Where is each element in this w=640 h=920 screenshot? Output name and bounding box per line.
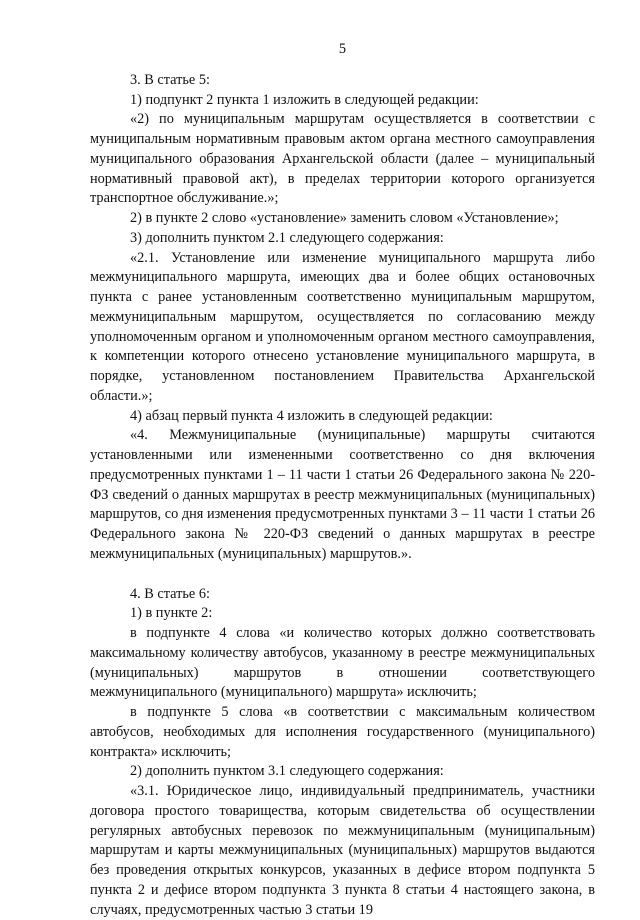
paragraph-6-1-sub5: в подпункте 5 слова «в соответствии с максимальным количеством автобусов, необходимых для исполнения государственного (муниципального) контракта» исключить;	[90, 704, 595, 760]
document-page	[90, 40, 595, 920]
paragraph-5-3: 3) дополнить пунктом 2.1 следующего содержания:	[130, 229, 444, 246]
paragraph-6-1: 1) в пункте 2:	[130, 605, 213, 622]
paragraph-article-5-heading: 3. В статье 5:	[130, 71, 210, 88]
paragraph-5-4-text: «4. Межмуниципальные (муниципальные) маршруты считаются установленными или измененными соответственно со дня включения предусмотренных пунктами 1 – 11 части 1 статьи 26 Федерального закона № 220-ФЗ сведений о данных маршрутах в реестр межмуниципальных (муниципальных) маршрутов, со дня изменения предусмотренных пунктами 3 – 11 части 1 статьи 26 Федерального закона № 220-ФЗ сведений о данных маршрутах в реестре межмуниципальных (муниципальных) маршрутов.».	[90, 427, 595, 562]
page-number: 5	[338, 41, 347, 57]
paragraph-5-1: 1) подпункт 2 пункта 1 изложить в следующей редакции:	[130, 91, 479, 108]
section-gap	[90, 565, 595, 585]
paragraph-6-1-sub4: в подпункте 4 слова «и количество которых должно соответствовать максимальному количеству автобусов, указанному в реестре межмуниципальных (муниципальных) маршрутов в отношении соответствующего межмуниципального (муниципального) маршрута» исключить;	[90, 625, 595, 701]
paragraph-5-1-text: «2) по муниципальным маршрутам осуществляется в соответствии с муниципальным нормативным правовым актом органа местного самоуправления муниципального образования Архангельской области (далее – муниципальный нормативный правовой акт), в пределах территории которого организуется транспортное обслуживание.»;	[90, 111, 595, 207]
paragraph-5-3-text: «2.1. Установление или изменение муниципального маршрута либо межмуниципального маршрута, имеющих два и более общих остановочных пункта с ранее установленным соответственно муниципальным маршрутом, межмуниципальным маршрутом, осуществляется по согласованию между уполномоченным органом и уполномоченным органом местного самоуправления, к компетенции которого отнесено установление муниципального маршрута, в порядке, установленном постановлением Правительства Архангельской области.»;	[90, 249, 595, 404]
paragraph-5-2: 2) в пункте 2 слово «установление» заменить словом «Установление»;	[130, 210, 559, 226]
paragraph-article-6-heading: 4. В статье 6:	[130, 585, 210, 602]
paragraph-6-2: 2) дополнить пунктом 3.1 следующего содержания:	[130, 763, 444, 780]
paragraph-6-2-text: «3.1. Юридическое лицо, индивидуальный предприниматель, участники договора простого товарищества, которым свидетельства об осуществлении регулярных автобусных перевозок по межмуниципальным (муниципальным) маршрутам и карты межмуниципальных (муниципальных) маршрутов выдаются без проведения открытых конкурсов, указанных в дефисе втором подпункта 5 пункта 2 и дефисе втором подпункта 3 пункта 8 статьи 4 настоящего закона, в случаях, предусмотренных частью 3 статьи 19	[90, 783, 595, 918]
paragraph-5-4: 4) абзац первый пункта 4 изложить в следующей редакции:	[130, 407, 493, 424]
